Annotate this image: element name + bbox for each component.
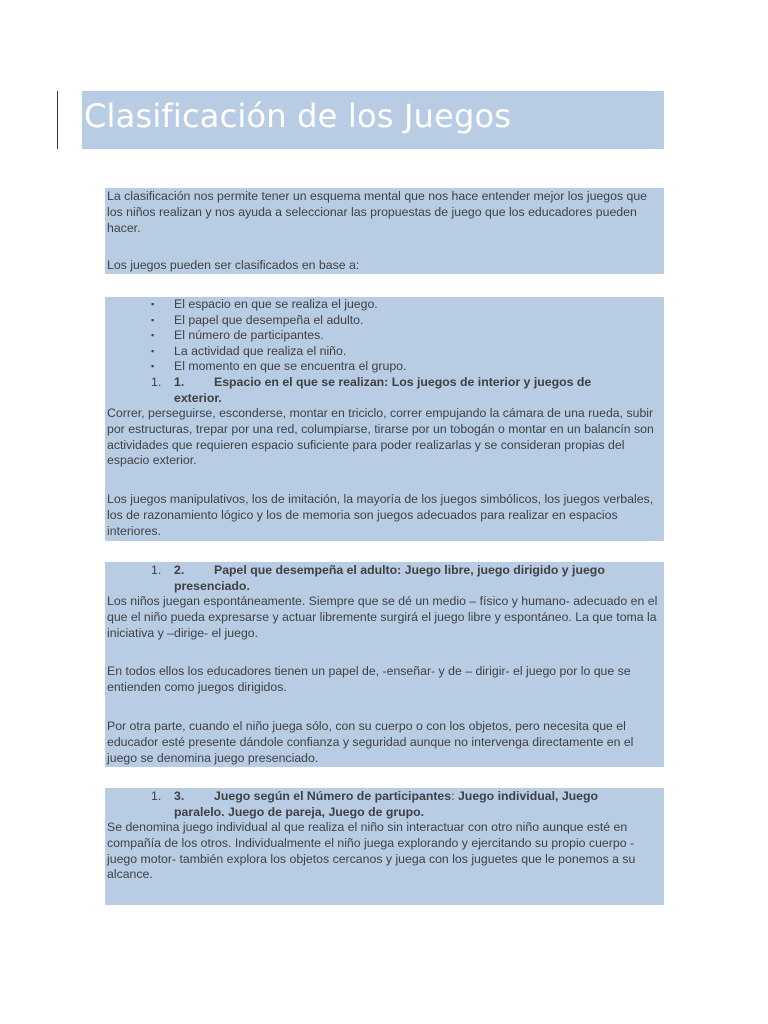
list-number: 1. <box>151 563 162 577</box>
intro-lead-paragraph: Los juegos pueden ser clasificados en base a: <box>107 258 360 272</box>
list-item: ▪ La actividad que realiza el niño. <box>151 343 347 358</box>
section1-paragraph-exterior: Correr, perseguirse, esconderse, montar en triciclo, correr empujando la cámara de una rueda, subir por estructuras, trepar por una red, columpiarse, tirarse por un tobogán o montar en un balancín son actividades que requieren espacio suficiente para poder realizarlas y se consideran propias del espacio exterior. <box>107 406 654 468</box>
section1-heading: 1. Espacio en el que se realizan: Los juegos de interior y juegos de exterior. <box>174 375 592 405</box>
section1-block <box>105 297 664 541</box>
intro-paragraph: La clasificación nos permite tener un esquema mental que nos hace entender mejor los juegos que los niños realizan y nos ayuda a seleccionar las propuestas de juego que los educadores pueden hacer. <box>107 189 648 235</box>
bullet-marker: ▪ <box>151 299 155 309</box>
list-item: ▪ El número de participantes. <box>151 328 324 343</box>
section2-paragraph-attended-play: Por otra parte, cuando el niño juega sólo, con su cuerpo o con los objetos, pero necesita que el educador esté presente dándole confianza y seguridad aunque no intervenga directamente en el juego se denomina juego presenciado. <box>107 719 634 765</box>
list-number: 1. <box>151 789 162 803</box>
bullet-marker: ▪ <box>151 345 155 356</box>
list-item: ▪ El momento en que se encuentra el grupo. <box>151 359 407 374</box>
bullet-marker: ▪ <box>151 314 155 325</box>
section2-paragraph-directed-play: En todos ellos los educadores tienen un papel de, -enseñar- y de – dirigir- el juego por lo que se entienden como juegos dirigidos. <box>107 664 631 694</box>
list-number: 1. <box>151 375 162 389</box>
section1-paragraph-interior: Los juegos manipulativos, los de imitación, la mayoría de los juegos simbólicos, los juegos verbales, los de razonamiento lógico y los de memoria son juegos adecuados para realizar en espacios interiores. <box>107 492 654 538</box>
bullet-marker: ▪ <box>151 330 155 341</box>
section2-block <box>105 562 664 767</box>
section2-heading: 2. Papel que desempeña el adulto: Juego libre, juego dirigido y juego presenciado. <box>174 563 605 593</box>
section2-paragraph-free-play: Los niños juegan espontáneamente. Siempre que se dé un medio – físico y humano- adecuado en el que el niño pueda expresarse y actuar libremente surgirá el juego libre y espontáneo. La que toma la iniciativa y –dirige- el juego. <box>107 594 658 640</box>
list-item: ▪ El papel que desempeña el adulto. <box>151 312 364 327</box>
title-highlight <box>82 91 664 149</box>
intro-block <box>105 188 664 274</box>
bullet-marker: ▪ <box>151 361 155 372</box>
section3-heading: 3. Juego según el Número de participantes: Juego individual, Juego paralelo. Juego de pareja, Juego de grupo. <box>174 789 599 819</box>
text-cursor <box>57 91 58 149</box>
section3-block <box>105 788 664 905</box>
section3-paragraph-individual-play: Se denomina juego individual al que realiza el niño sin interactuar con otro niño aunque esté en compañía de los otros. Individualmente el niño juega explorando y ejercitando su propio cuerpo -juego motor- también explora los objetos cercanos y juega con los juguetes que le ponemos a su alcance. <box>107 820 636 882</box>
criteria-list <box>151 297 406 375</box>
page-title: Clasificación de los Juegos <box>84 97 512 135</box>
list-item: ▪ El espacio en que se realiza el juego. <box>151 297 378 311</box>
